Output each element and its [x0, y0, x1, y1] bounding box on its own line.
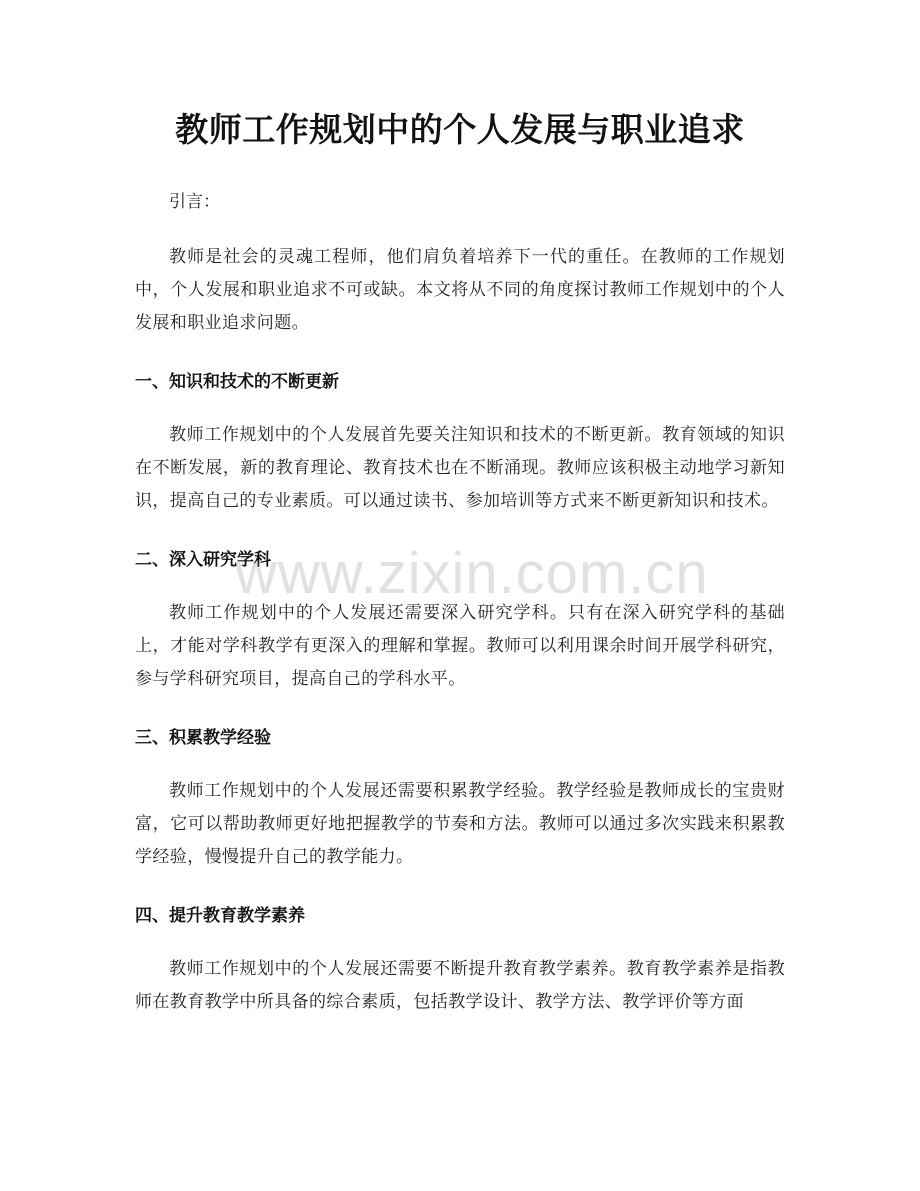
intro-label: 引言： — [169, 192, 220, 212]
section-paragraph-2: 教师工作规划中的个人发展还需要深入研究学科。只有在深入研究学科的基础上，才能对学科教学有更深入的理解和掌握。教师可以利用课余时间开展学科研究，参与学科研究项目，提高自己的学科水平。 — [135, 603, 785, 689]
intro-paragraph: 教师是社会的灵魂工程师，他们肩负着培养下一代的重任。在教师的工作规划中，个人发展和职业追求不可或缺。本文将从不同的角度探讨教师工作规划中的个人发展和职业追求问题。 — [135, 247, 785, 333]
section-heading-3: 三、积累教学经验 — [135, 728, 271, 748]
section-heading-1: 一、知识和技术的不断更新 — [135, 372, 339, 392]
section-paragraph-3: 教师工作规划中的个人发展还需要积累教学经验。教学经验是教师成长的宝贵财富，它可以帮助教师更好地把握教学的节奏和方法。教师可以通过多次实践来积累教学经验，慢慢提升自己的教学能力。 — [135, 781, 785, 867]
section-heading-2: 二、深入研究学科 — [135, 550, 271, 570]
watermark-text: www.zixin.com.cn — [235, 541, 709, 606]
section-paragraph-4: 教师工作规划中的个人发展还需要不断提升教育教学素养。教育教学素养是指教师在教育教学中所具备的综合素质，包括教学设计、教学方法、教学评价等方面 — [135, 959, 785, 1012]
document-body — [135, 186, 785, 1045]
section-paragraph-1: 教师工作规划中的个人发展首先要关注知识和技术的不断更新。教育领域的知识在不断发展，新的教育理论、教育技术也在不断涌现。教师应该积极主动地学习新知识，提高自己的专业素质。可以通过读书、参加培训等方式来不断更新知识和技术。 — [135, 425, 785, 511]
document-title: 教师工作规划中的个人发展与职业追求 — [175, 110, 745, 149]
section-heading-4: 四、提升教育教学素养 — [135, 906, 305, 926]
